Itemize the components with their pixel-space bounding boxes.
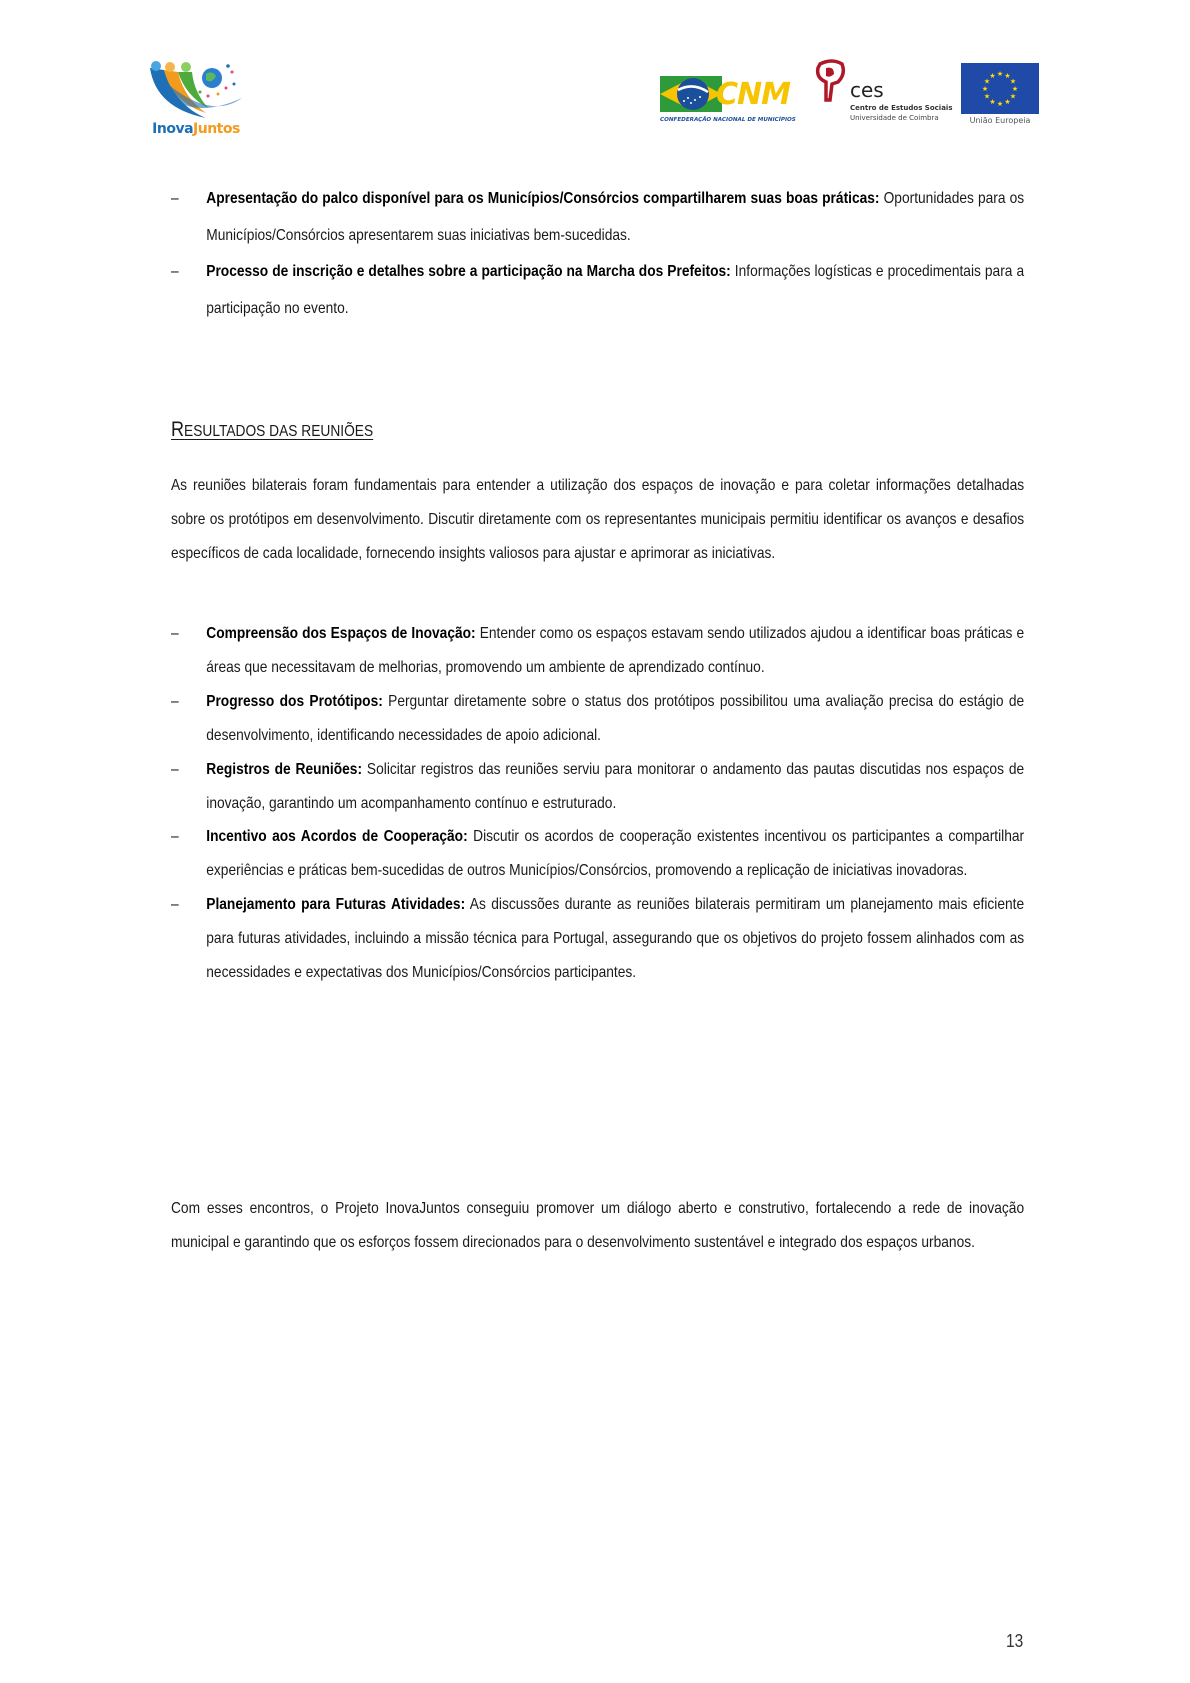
- list-item-heading: Progresso dos Protótipos:: [206, 692, 383, 710]
- eu-logo: [961, 63, 1039, 131]
- cnm-logo: [660, 70, 796, 128]
- svg-text:★: ★: [1009, 92, 1017, 101]
- svg-text:★: ★: [996, 70, 1004, 78]
- svg-text:★: ★: [989, 72, 996, 80]
- svg-text:★: ★: [996, 100, 1004, 108]
- dash-bullet-icon: –: [171, 263, 179, 281]
- list-item-heading: Compreensão dos Espaços de Inovação:: [206, 625, 476, 642]
- svg-text:★: ★: [983, 92, 991, 101]
- list-item-text: Solicitar registros das reuniões serviu para monitorar o andamento das pautas discutidas nos espaços de inovação, garantindo um acompanhamento contínuo e estruturado.: [206, 760, 1025, 812]
- page-number: 13: [1006, 1631, 1024, 1651]
- list-item: [171, 617, 1024, 685]
- list-item-text: Entender como os espaços estavam sendo utilizados ajudou a identificar boas práticas e áreas que necessitavam de melhorias, promovendo um ambiente de aprendizado contínuo.: [206, 625, 1025, 676]
- ces-wordmark: ces: [850, 78, 884, 102]
- list-item: [171, 753, 1024, 821]
- list-item-heading: Apresentação do palco disponível para os Municípios/Consórcios compartilharem suas boas práticas:: [206, 190, 880, 207]
- list-item-heading: Registros de Reuniões:: [206, 760, 363, 778]
- list-item: [171, 254, 1024, 327]
- conclusion: [171, 1192, 1163, 1260]
- inovajuntos-emblem-icon: [146, 58, 246, 124]
- svg-text:★: ★: [1004, 98, 1011, 106]
- intro-bullet-list: [171, 181, 1163, 327]
- dash-bullet-icon: –: [171, 190, 179, 207]
- section-intro: [171, 469, 1163, 570]
- ces-caption-line2: Universidade de Coimbra: [850, 114, 939, 122]
- dash-bullet-icon: –: [171, 828, 179, 846]
- intro-paragraph: As reuniões bilaterais foram fundamentais para entender a utilização dos espaços de inovação e para coletar informações detalhadas sobre os protótipos em desenvolvimento. Discutir diretamente com os representantes municipais permitiu identificar os avanços e desafios específicos de cada localidade, fornecendo insights valiosos para ajustar e aprimorar as iniciativas.: [171, 477, 1025, 562]
- list-item: [171, 685, 1024, 753]
- list-item: [171, 820, 1024, 888]
- svg-text:★: ★: [1009, 77, 1017, 86]
- svg-text:★: ★: [989, 98, 996, 106]
- svg-text:★: ★: [981, 85, 989, 93]
- dash-bullet-icon: –: [171, 896, 179, 914]
- dash-bullet-icon: –: [171, 760, 179, 778]
- dash-bullet-icon: –: [171, 692, 179, 710]
- list-item-text: Perguntar diretamente sobre o status dos protótipos possibilitou uma avaliação precisa do estágio de desenvolvimento, identificando necessidades de apoio adicional.: [206, 692, 1025, 744]
- eu-flag-icon: [961, 63, 1039, 114]
- results-bullet-list: [171, 617, 1163, 990]
- page-header: [0, 0, 1190, 150]
- list-item-text: Discutir os acordos de cooperação existentes incentivou os participantes a compartilhar experiências e práticas bem-sucedidas de outros Municípios/Consórcios, promovendo a replicação de iniciativas inovadoras.: [206, 828, 1025, 880]
- list-item: [171, 888, 1024, 990]
- svg-text:★: ★: [983, 77, 991, 86]
- inovajuntos-logo: [146, 58, 246, 142]
- list-item-text: Oportunidades para os Municípios/Consórcios apresentarem suas iniciativas bem-sucedidas.: [206, 190, 1025, 244]
- dash-bullet-icon: –: [171, 625, 179, 642]
- list-item-heading: Incentivo aos Acordos de Cooperação:: [206, 828, 468, 846]
- ces-caption-line1: Centro de Estudos Sociais: [850, 104, 953, 112]
- svg-text:★: ★: [1004, 72, 1011, 80]
- list-item-heading: Planejamento para Futuras Atividades:: [206, 896, 466, 914]
- section-heading: RESULTADOS DAS REUNIÕES: [171, 418, 374, 441]
- cnm-wordmark: CNM: [716, 77, 790, 112]
- list-item-text: Informações logísticas e procedimentais para a participação no evento.: [206, 263, 1025, 317]
- list-item-text: As discussões durante as reuniões bilaterais permitiram um planejamento mais eficiente para futuras atividades, incluindo a missão técnica para Portugal, assegurando que os objetivos do projeto fossem alinhados com as necessidades e expectativas dos Municípios/Consórcios participantes.: [206, 896, 1025, 982]
- ces-emblem-icon: [812, 58, 852, 102]
- inovajuntos-wordmark: InovaJuntos: [152, 121, 240, 137]
- ces-logo: [812, 58, 953, 128]
- cnm-caption: CONFEDERAÇÃO NACIONAL DE MUNICÍPIOS: [660, 117, 796, 123]
- eu-caption: União Europeia: [969, 116, 1031, 125]
- svg-text:★: ★: [1011, 85, 1019, 93]
- conclusion-paragraph: Com esses encontros, o Projeto InovaJuntos conseguiu promover um diálogo aberto e construtivo, fortalecendo a rede de inovação municipal e garantindo que os esforços fossem direcionados para o desenvolvimento sustentável e integrado dos espaços urbanos.: [171, 1200, 1025, 1251]
- list-item: [171, 181, 1024, 254]
- list-item-heading: Processo de inscrição e detalhes sobre a participação na Marcha dos Prefeitos:: [206, 263, 731, 281]
